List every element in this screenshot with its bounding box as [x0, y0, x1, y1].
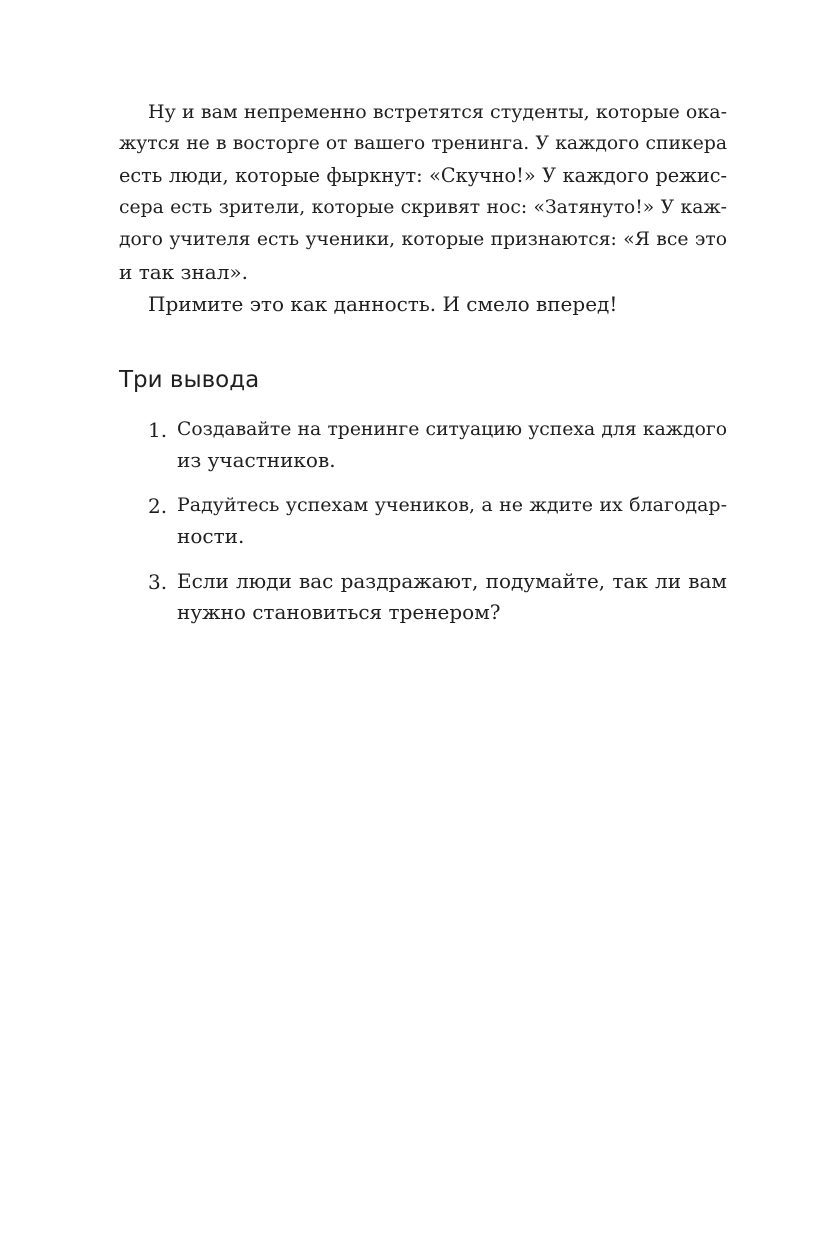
text-line: и так знал».	[119, 260, 248, 284]
list-item-line: Если люди вас раздражают, подумайте, так ли вам	[177, 569, 727, 593]
list-item-line: из участников.	[177, 448, 336, 472]
list-number: 1.	[148, 418, 168, 442]
list-item-line: Создавайте на тренинге ситуацию успеха для каждого	[177, 419, 727, 440]
text-line: дого учителя есть ученики, которые признаются: «Я все это	[119, 229, 727, 250]
text-line: есть люди, которые фыркнут: «Скучно!» У каждого режис-	[119, 164, 727, 187]
text-line: сера есть зрители, которые скривят нос: «Затянуто!» У каж-	[119, 197, 727, 218]
list-item	[119, 414, 727, 476]
section-heading: Три вывода	[119, 367, 260, 393]
list-number: 3.	[148, 570, 168, 594]
paragraph-1	[119, 96, 727, 288]
list-item-line: ности.	[177, 524, 245, 548]
list-item-line: Радуйтесь успехам учеников, а не ждите их благодар-	[177, 494, 727, 516]
list-item	[119, 566, 727, 628]
text-line: Ну и вам непременно встретятся студенты, которые ока-	[148, 101, 727, 123]
conclusions-list	[119, 414, 727, 642]
text-line: жутся не в восторге от вашего тренинга. У каждого спикера	[119, 133, 727, 154]
paragraph-2	[119, 288, 727, 320]
body-text	[119, 96, 727, 320]
list-item	[119, 490, 727, 552]
list-item-line: нужно становиться тренером?	[177, 600, 501, 624]
text-line: Примите это как данность. И смело вперед!	[148, 292, 618, 316]
list-number: 2.	[148, 494, 168, 518]
